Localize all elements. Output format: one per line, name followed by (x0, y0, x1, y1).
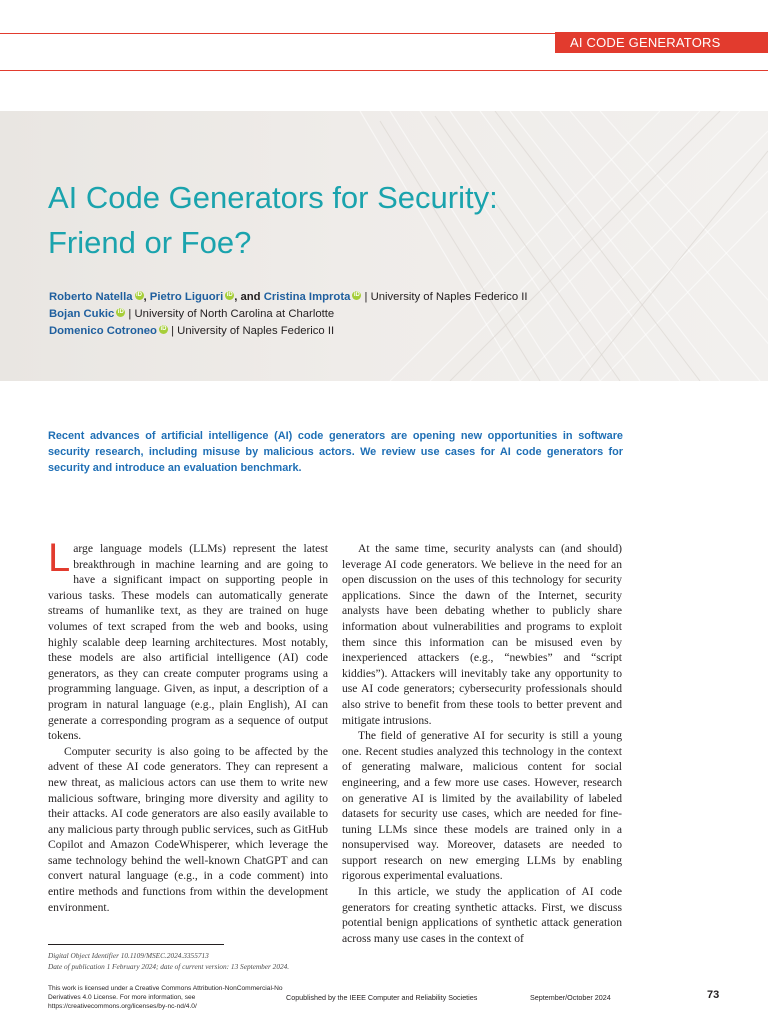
body-paragraph (48, 536, 328, 744)
orcid-icon[interactable]: iD (136, 292, 142, 298)
body-paragraph-text: arge language models (LLMs) represent the latest breakthrough in machine learning and are going to have a significant impact on supporting people in various tasks. These models can automatically generate streams of humanlike text, as they are trained on huge volumes of text scraped from the web and books, using highly scalable deep learning architectures. Most notably, these models are also artificial intelligence (AI) code generators, as they can create computer programs using a programming language. Given, as input, a description of a program in natural language (e.g., plain English), AI can generate a corresponding program as a sequence of output tokens. (48, 542, 328, 743)
issue-date: September/October 2024 (530, 993, 611, 1002)
author-affiliation: | University of Naples Federico II (167, 325, 335, 337)
author-name[interactable]: Pietro Liguori (149, 291, 224, 303)
orcid-icon[interactable]: iD (117, 309, 124, 315)
body-column-right (342, 541, 622, 946)
author-name[interactable]: Bojan Cukic (49, 308, 115, 320)
abstract: Recent advances of artificial intelligence (AI) code generators are opening new opportunities in software security research, including misuse by malicious actors. We review use cases for AI code generators for security and introduce an evaluation benchmark. (48, 430, 623, 474)
header-rule-bottom (0, 70, 768, 71)
body-paragraph: At the same time, security analysts can (and should) leverage AI code generators. We believe in the need for an open discussion on the uses of this technology for security applications. Since the dawn of the Internet, security analysts have been debating whether to publicly share information about vulnerabilities and programs to exploit them since this information can be misused even by inexperienced attackers (e.g., “newbies” and “script kiddies”). Attackers will inevitably take any opportunity to use AI code generators; cybersecurity professionals should also strive to benefit from these tools to better prevent and mitigate intrusions. (342, 542, 622, 727)
body-paragraph: In this article, we study the application of AI code generators for creating synthetic attacks. First, we discuss potential benign applications of synthetic attack generation across many use cases in the context of (342, 885, 622, 945)
publisher-line: Copublished by the IEEE Computer and Reliability Societies (286, 993, 478, 1002)
author-line-3 (49, 323, 689, 340)
body-paragraph: The field of generative AI for security is still a young one. Recent studies analyzed this technology in the context of generating malware, malicious content for social engineering, and a few more use cases. However, research on generative AI is limited by the availability of labeled datasets for security use cases, which are needed for fine-tuning LLMs since these models are trained only in a nonsupervised way. Moreover, datasets are needed to support research on new emerging LLMs by enabling rigorous experimental evaluations. (342, 729, 622, 883)
orcid-icon[interactable]: iD (353, 292, 360, 298)
body-column-left (48, 536, 328, 915)
title-banner (0, 111, 768, 381)
doi-line[interactable]: Digital Object Identifier 10.1109/MSEC.2024.3355713 (48, 951, 209, 960)
orcid-icon[interactable]: iD (160, 326, 167, 332)
page-number: 73 (707, 989, 720, 1001)
license-notice[interactable]: This work is licensed under a Creative Commons Attribution-NonCommercial-No Derivatives 4.0 License. For more information, see https://creativecommons.org/licenses/by-nc-nd/4.0/ (48, 985, 283, 1010)
author-name[interactable]: Roberto Natella (49, 291, 133, 303)
author-name[interactable]: Cristina Improta (263, 291, 351, 303)
title-line-1: AI Code Generators for Security: (48, 180, 498, 215)
drop-cap: L (48, 536, 71, 580)
footnote-rule (48, 944, 224, 945)
header-rule-top (0, 33, 555, 34)
body-paragraph: Computer security is also going to be affected by the advent of these AI code generators. They can represent a new threat, as malicious actors can use them to write new malicious software, bringing more diversity and agility to their attacks. AI code generators are also easily available to any malicious party through public services, such as GitHub Copilot and Amazon CodeWhisperer, which leverage the same technology behind the well-known ChatGPT and can convert natural language (e.g., in a code comment) into entire methods and functions from within the development environment. (48, 744, 328, 914)
section-tag: AI CODE GENERATORS (555, 32, 768, 53)
author-conjunction: , and (234, 291, 261, 303)
author-line-2 (49, 306, 689, 323)
orcid-icon[interactable]: iD (226, 292, 233, 298)
footnote (48, 950, 338, 972)
author-list (49, 289, 689, 340)
author-affiliation: | University of Naples Federico II (361, 291, 528, 303)
article-title (48, 175, 668, 265)
author-line-1: Roberto Natella iD , Pietro Liguori iD , and Cristina Improta iD | University of Naples Federico II (49, 291, 528, 303)
title-line-2: Friend or Foe? (48, 225, 252, 260)
author-name[interactable]: Domenico Cotroneo (49, 325, 157, 337)
author-affiliation: | University of North Carolina at Charlotte (125, 308, 335, 320)
publication-dates: Date of publication 1 February 2024; date of current version: 13 September 2024. (48, 962, 290, 971)
